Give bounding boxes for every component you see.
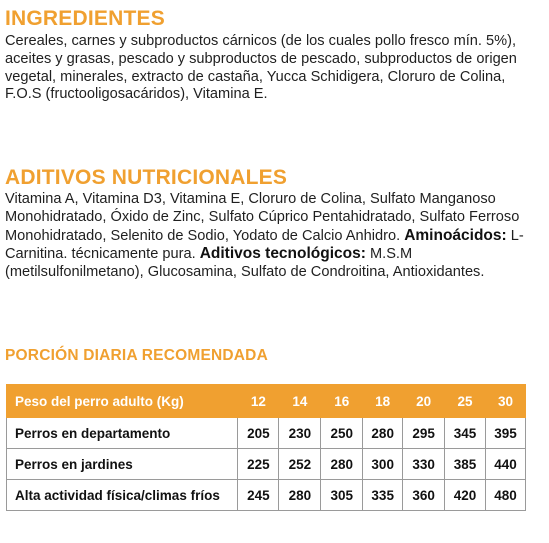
row-label: Perros en departamento xyxy=(7,418,238,449)
weight-header-cell: 12 xyxy=(238,385,279,418)
table-row xyxy=(7,480,526,511)
table-cell: 420 xyxy=(445,480,486,511)
table-cell: 345 xyxy=(445,418,486,449)
weight-header-cell: 18 xyxy=(363,385,403,418)
table-cell: 330 xyxy=(403,449,445,480)
ingredients-text: Cereales, carnes y subproductos cárnicos (de los cuales pollo fresco mín. 5%), aceites y grasas, pescado y subproductos de pescado, subproductos de origen vegetal, minerales, extracto de castaña, Yucca Schidigera, Cloruro de Colina, F.O.S (fructooligosacáridos), Vitamina E. xyxy=(5,33,517,103)
weight-header-cell: 25 xyxy=(445,385,486,418)
dosage-table xyxy=(6,384,526,511)
table-cell: 335 xyxy=(363,480,403,511)
weight-header-cell: 20 xyxy=(403,385,445,418)
additives-text-part-3: M.S.M (metilsulfonilmetano), Glucosamina, Sulfato de Condroitina, Antioxidantes. xyxy=(5,246,485,281)
ingredients-title: INGREDIENTES xyxy=(5,7,165,30)
table-cell: 440 xyxy=(486,449,526,480)
table-cell: 360 xyxy=(403,480,445,511)
row-label: Alta actividad física/climas fríos xyxy=(7,480,238,511)
table-cell: 385 xyxy=(445,449,486,480)
table-row xyxy=(7,418,526,449)
amino-label: Aminoácidos: xyxy=(404,226,507,244)
table-cell: 295 xyxy=(403,418,445,449)
table-cell: 252 xyxy=(279,449,321,480)
dosage-header-row xyxy=(7,385,526,418)
table-cell: 280 xyxy=(363,418,403,449)
table-cell: 225 xyxy=(238,449,279,480)
table-cell: 230 xyxy=(279,418,321,449)
table-cell: 305 xyxy=(321,480,363,511)
additives-text-part-1: Vitamina A, Vitamina D3, Vitamina E, Cloruro de Colina, Sulfato Manganoso Monohidratado, Óxido de Zinc, Sulfato Cúprico Pentahidratado, Sulfato Ferroso Monohidratado, Selenito de Sodio, Yodato de Calcio Anhidro. xyxy=(5,191,520,244)
row-label: Perros en jardines xyxy=(7,449,238,480)
table-cell: 395 xyxy=(486,418,526,449)
tech-additives-label: Aditivos tecnológicos: xyxy=(199,245,366,263)
table-cell: 245 xyxy=(238,480,279,511)
portion-title: PORCIÓN DIARIA RECOMENDADA xyxy=(5,347,268,364)
additives-text-part-2: L-Carnitina. técnicamente pura. xyxy=(5,227,524,263)
additives-text xyxy=(5,191,545,282)
weight-header-cell: 16 xyxy=(321,385,363,418)
table-row xyxy=(7,449,526,480)
table-cell: 205 xyxy=(238,418,279,449)
table-cell: 250 xyxy=(321,418,363,449)
weight-header-cell: 14 xyxy=(279,385,321,418)
weight-header-cell: 30 xyxy=(486,385,526,418)
weight-header-label: Peso del perro adulto (Kg) xyxy=(7,385,238,418)
table-cell: 280 xyxy=(279,480,321,511)
table-cell: 300 xyxy=(363,449,403,480)
additives-title: ADITIVOS NUTRICIONALES xyxy=(5,166,288,189)
table-cell: 480 xyxy=(486,480,526,511)
table-cell: 280 xyxy=(321,449,363,480)
